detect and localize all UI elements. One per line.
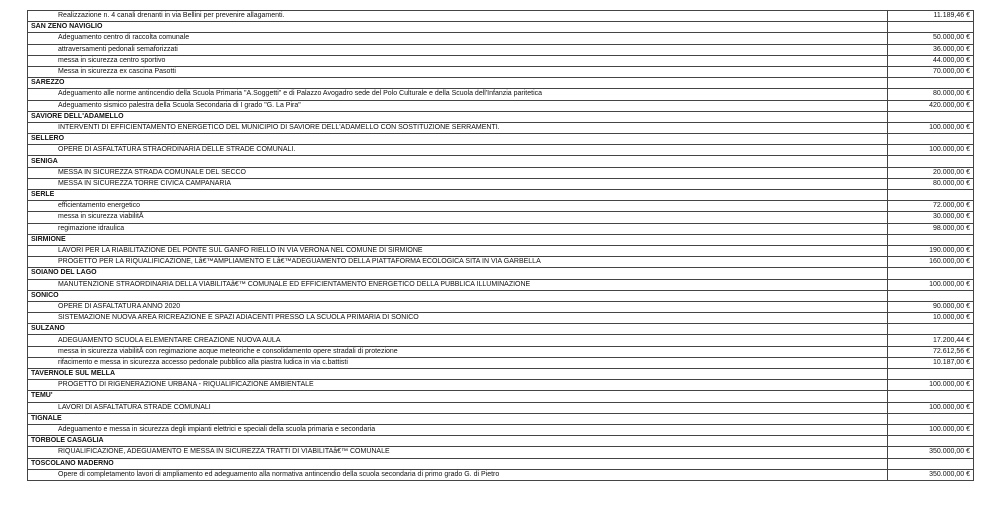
municipality-row — [28, 369, 974, 380]
municipality-name: SOIANO DEL LAGO — [28, 268, 888, 279]
project-amount: 100.000,00 € — [888, 122, 974, 133]
municipality-name: SAVIORE DELL'ADAMELLO — [28, 111, 888, 122]
municipality-name: SELLERO — [28, 134, 888, 145]
project-description: regimazione idraulica — [28, 223, 888, 234]
municipality-name: SAN ZENO NAVIGLIO — [28, 22, 888, 33]
project-amount: 50.000,00 € — [888, 33, 974, 44]
municipality-row — [28, 234, 974, 245]
municipality-name: SULZANO — [28, 324, 888, 335]
project-row — [28, 145, 974, 156]
project-row — [28, 55, 974, 66]
project-row — [28, 44, 974, 55]
project-amount: 100.000,00 € — [888, 380, 974, 391]
municipality-row — [28, 111, 974, 122]
municipality-row — [28, 458, 974, 469]
project-amount: 10.187,00 € — [888, 357, 974, 368]
project-row — [28, 346, 974, 357]
project-amount — [888, 290, 974, 301]
project-row — [28, 257, 974, 268]
project-row — [28, 223, 974, 234]
project-description: messa in sicurezza viabilitÃ con regimazione acque meteoriche e consolidamento opere stradali di protezione — [28, 346, 888, 357]
project-description: messa in sicurezza viabilitÃ — [28, 212, 888, 223]
project-description: Adeguamento sismico palestra della Scuola Secondaria di I grado "G. La Pira" — [28, 100, 888, 111]
project-description: efficientamento energetico — [28, 201, 888, 212]
project-amount: 350.000,00 € — [888, 447, 974, 458]
project-amount — [888, 190, 974, 201]
municipality-row — [28, 190, 974, 201]
project-row — [28, 212, 974, 223]
project-description: PROGETTO DI RIGENERAZIONE URBANA - RIQUALIFICAZIONE AMBIENTALE — [28, 380, 888, 391]
municipality-name: TEMU' — [28, 391, 888, 402]
project-row — [28, 66, 974, 77]
project-amount: 20.000,00 € — [888, 167, 974, 178]
project-row — [28, 313, 974, 324]
project-amount — [888, 234, 974, 245]
municipality-name: SENIGA — [28, 156, 888, 167]
project-amount: 100.000,00 € — [888, 145, 974, 156]
project-amount — [888, 436, 974, 447]
municipality-row — [28, 290, 974, 301]
project-row — [28, 402, 974, 413]
project-amount: 98.000,00 € — [888, 223, 974, 234]
project-description: PROGETTO PER LA RIQUALIFICAZIONE, Lâ€™AMPLIAMENTO E Lâ€™ADEGUAMENTO DELLA PIATTAFORMA ECOLOGICA SITA IN VIA GARBELLA — [28, 257, 888, 268]
project-amount — [888, 156, 974, 167]
project-amount: 36.000,00 € — [888, 44, 974, 55]
project-row — [28, 424, 974, 435]
municipality-row — [28, 22, 974, 33]
project-description: attraversamenti pedonali semaforizzati — [28, 44, 888, 55]
project-description: LAVORI PER LA RIABILITAZIONE DEL PONTE SUL GANFO RIELLO IN VIA VERONA NEL COMUNE DI SIRMIONE — [28, 245, 888, 256]
project-description: SISTEMAZIONE NUOVA AREA RICREAZIONE E SPAZI ADIACENTI PRESSO LA SCUOLA PRIMARIA DI SONICO — [28, 313, 888, 324]
funding-table — [27, 10, 974, 481]
project-description: INTERVENTI DI EFFICIENTAMENTO ENERGETICO DEL MUNICIPIO DI SAVIORE DELL'ADAMELLO CON SOSTITUZIONE SERRAMENTI. — [28, 122, 888, 133]
project-amount — [888, 111, 974, 122]
municipality-row — [28, 78, 974, 89]
project-description: LAVORI DI ASFALTATURA STRADE COMUNALI — [28, 402, 888, 413]
municipality-row — [28, 324, 974, 335]
project-description: rifacimento e messa in sicurezza accesso pedonale pubblico alla piastra ludica in via c.battisti — [28, 357, 888, 368]
project-description: Opere di completamento lavori di ampliamento ed adeguamento alla normativa antincendio della scuola secondaria di primo grado G. di Pietro — [28, 469, 888, 480]
project-row — [28, 33, 974, 44]
project-amount — [888, 391, 974, 402]
project-description: Realizzazione n. 4 canali drenanti in via Bellini per prevenire allagamenti. — [28, 11, 888, 22]
project-amount: 72.000,00 € — [888, 201, 974, 212]
project-amount: 17.200,44 € — [888, 335, 974, 346]
municipality-name: TOSCOLANO MADERNO — [28, 458, 888, 469]
project-row — [28, 122, 974, 133]
project-description: ADEGUAMENTO SCUOLA ELEMENTARE CREAZIONE NUOVA AULA — [28, 335, 888, 346]
project-row — [28, 380, 974, 391]
project-row — [28, 335, 974, 346]
project-amount: 80.000,00 € — [888, 89, 974, 100]
municipality-name: TORBOLE CASAGLIA — [28, 436, 888, 447]
municipality-name: SIRMIONE — [28, 234, 888, 245]
project-amount: 11.189,46 € — [888, 11, 974, 22]
project-amount — [888, 324, 974, 335]
municipality-row — [28, 156, 974, 167]
project-row — [28, 245, 974, 256]
project-amount: 72.612,56 € — [888, 346, 974, 357]
project-amount: 100.000,00 € — [888, 402, 974, 413]
project-row — [28, 301, 974, 312]
municipality-row — [28, 391, 974, 402]
municipality-row — [28, 436, 974, 447]
project-amount — [888, 134, 974, 145]
project-description: Messa in sicurezza ex cascina Pasotti — [28, 66, 888, 77]
project-row — [28, 279, 974, 290]
municipality-row — [28, 413, 974, 424]
project-row — [28, 201, 974, 212]
project-row — [28, 100, 974, 111]
project-description: Adeguamento alle norme antincendio della Scuola Primaria "A.Soggetti" e di Palazzo Avogadro sede del Polo Culturale e della Scuola dell'Infanzia paritetica — [28, 89, 888, 100]
project-amount: 70.000,00 € — [888, 66, 974, 77]
municipality-row — [28, 268, 974, 279]
project-amount — [888, 458, 974, 469]
project-amount: 100.000,00 € — [888, 424, 974, 435]
project-description: MESSA IN SICUREZZA TORRE CIVICA CAMPANARIA — [28, 178, 888, 189]
funding-table-body — [28, 11, 974, 481]
project-row — [28, 89, 974, 100]
project-row — [28, 178, 974, 189]
project-amount — [888, 268, 974, 279]
municipality-name: SAREZZO — [28, 78, 888, 89]
municipality-row — [28, 134, 974, 145]
municipality-name: SERLE — [28, 190, 888, 201]
municipality-name: SONICO — [28, 290, 888, 301]
project-row — [28, 447, 974, 458]
project-amount: 420.000,00 € — [888, 100, 974, 111]
project-row — [28, 11, 974, 22]
project-amount — [888, 413, 974, 424]
project-description: MANUTENZIONE STRAORDINARIA DELLA VIABILITAâ€™ COMUNALE ED EFFICIENTAMENTO ENERGETICO DELLA PUBBLICA ILLUMINAZIONE — [28, 279, 888, 290]
project-row — [28, 357, 974, 368]
project-row — [28, 469, 974, 480]
project-amount — [888, 78, 974, 89]
project-description: Adeguamento centro di raccolta comunale — [28, 33, 888, 44]
project-amount: 90.000,00 € — [888, 301, 974, 312]
municipality-name: TAVERNOLE SUL MELLA — [28, 369, 888, 380]
project-amount: 350.000,00 € — [888, 469, 974, 480]
project-description: OPERE DI ASFALTATURA ANNO 2020 — [28, 301, 888, 312]
project-amount: 30.000,00 € — [888, 212, 974, 223]
project-row — [28, 167, 974, 178]
municipality-name: TIGNALE — [28, 413, 888, 424]
project-amount: 190.000,00 € — [888, 245, 974, 256]
project-description: OPERE DI ASFALTATURA STRAORDINARIA DELLE STRADE COMUNALI. — [28, 145, 888, 156]
project-amount — [888, 22, 974, 33]
project-description: MESSA IN SICUREZZA STRADA COMUNALE DEL SECCO — [28, 167, 888, 178]
project-amount: 10.000,00 € — [888, 313, 974, 324]
project-amount: 160.000,00 € — [888, 257, 974, 268]
project-description: RIQUALIFICAZIONE, ADEGUAMENTO E MESSA IN SICUREZZA TRATTI DI VIABILITAâ€™ COMUNALE — [28, 447, 888, 458]
project-description: messa in sicurezza centro sportivo — [28, 55, 888, 66]
project-amount — [888, 369, 974, 380]
project-description: Adeguamento e messa in sicurezza degli impianti elettrici e speciali della scuola primaria e secondaria — [28, 424, 888, 435]
project-amount: 100.000,00 € — [888, 279, 974, 290]
project-amount: 80.000,00 € — [888, 178, 974, 189]
project-amount: 44.000,00 € — [888, 55, 974, 66]
